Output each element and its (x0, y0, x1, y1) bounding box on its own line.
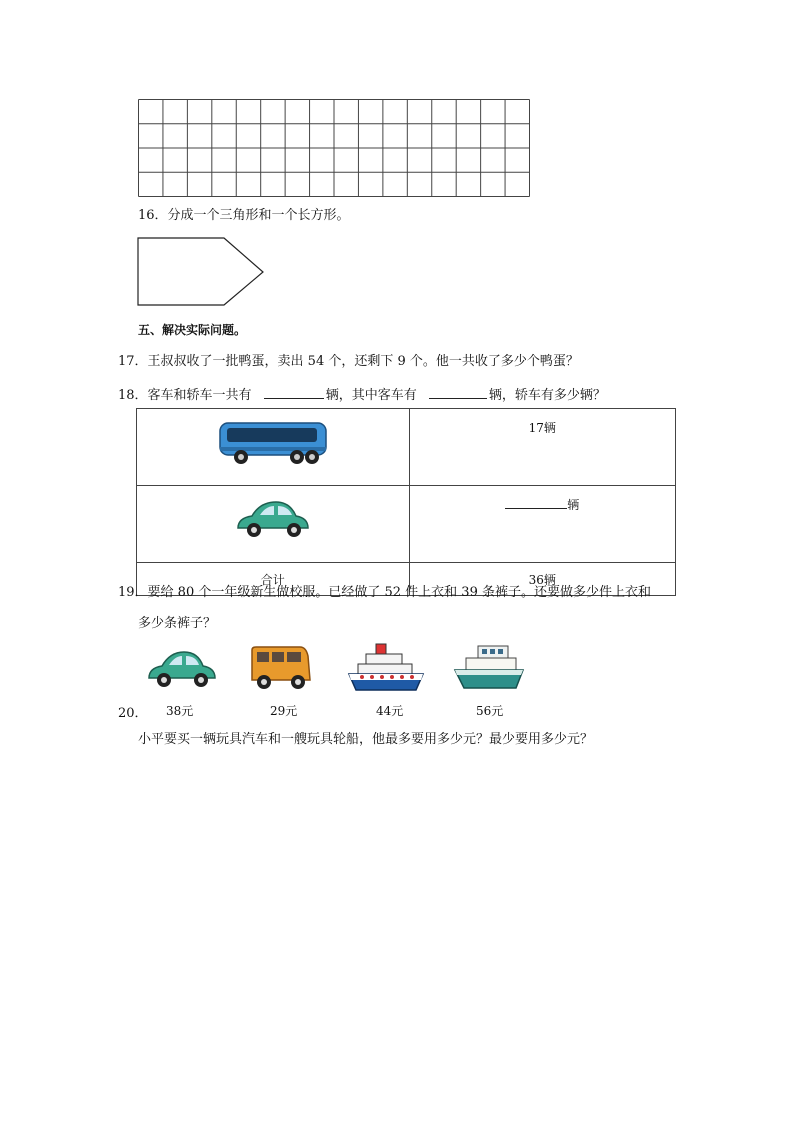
car-icon (234, 498, 312, 542)
price-label: 44元 (376, 704, 404, 718)
question-19 (118, 585, 651, 601)
question-number: 17． (118, 354, 148, 369)
question-18 (118, 386, 606, 404)
question-text: 王叔叔收了一批鸭蛋，卖出 54 个，还剩下 9 个。他一共收了多少个鸭蛋？ (147, 354, 579, 369)
section-title: 五、解决实际问题。 (138, 323, 247, 337)
table-row (137, 409, 676, 486)
question-16 (138, 208, 350, 224)
square-grid (138, 99, 530, 197)
car-cell (137, 486, 410, 563)
question-text: 分成一个三角形和一个长方形。 (167, 208, 350, 223)
car-unit: 辆 (567, 498, 580, 512)
vehicle-table (136, 408, 676, 596)
pentagon-shape (136, 236, 268, 308)
question-text-part3: 辆，轿车有多少辆？ (488, 388, 606, 403)
bus-count: 17辆 (528, 421, 556, 435)
question-number: 16． (138, 208, 168, 223)
total-value: 36辆 (528, 572, 556, 587)
question-text-part2: 辆，其中客车有 (325, 388, 417, 403)
price-label: 38元 (166, 704, 194, 718)
answer-blank-total[interactable] (264, 386, 324, 399)
price-label: 56元 (476, 704, 504, 718)
question-19-line2: 多少条裤子？ (138, 616, 217, 631)
bus-cell (137, 409, 410, 486)
table-row (137, 486, 676, 563)
toy-ship-icon (346, 638, 426, 696)
question-text-part1: 客车和轿车一共有 (147, 388, 252, 403)
bus-count-cell (409, 409, 675, 486)
car-count-cell (409, 486, 675, 563)
toy-van-icon (248, 644, 314, 692)
question-20-text: 小平要买一辆玩具汽车和一艘玩具轮船，他最多要用多少元？最少要用多少元？ (138, 732, 594, 747)
toy-car-icon (146, 648, 218, 692)
question-20-number: 20． (118, 706, 148, 721)
question-number: 18． (118, 388, 148, 403)
bus-icon (217, 419, 329, 467)
question-text-line1: 要给 80 个一年级新生做校服。已经做了 52 件上衣和 39 条裤子。还要做多少件上衣和 (147, 585, 651, 600)
total-label: 合计 (260, 572, 285, 587)
toy-boat-icon (452, 642, 526, 694)
answer-blank-car[interactable] (505, 496, 567, 509)
question-number: 19． (118, 585, 148, 600)
question-17 (118, 354, 579, 370)
answer-blank-bus[interactable] (429, 386, 487, 399)
price-label: 29元 (270, 704, 298, 718)
